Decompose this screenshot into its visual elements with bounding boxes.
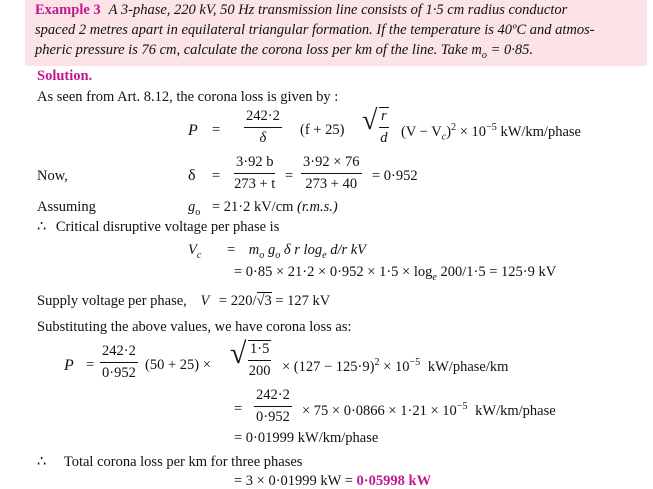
assuming-note: (r.m.s.) bbox=[297, 199, 338, 215]
critical-line bbox=[37, 220, 279, 235]
eq3-fraction bbox=[254, 388, 292, 424]
vc-sub-o2: o bbox=[275, 249, 281, 261]
supply-sqrt: √3 bbox=[256, 293, 272, 309]
vc-delta-r: δ r log bbox=[280, 242, 323, 258]
solution-heading: Solution. bbox=[37, 68, 93, 84]
eq3-eq: = bbox=[234, 401, 243, 417]
eq4: = 0·01999 kW/km/phase bbox=[234, 430, 379, 446]
total-highlight: 0·05998 kW bbox=[356, 473, 432, 489]
eq1-tail-sub: c bbox=[441, 131, 447, 143]
example-sub: o bbox=[481, 49, 487, 61]
eq3-frac-num: 242·2 bbox=[254, 388, 292, 407]
now-frac-2 bbox=[301, 155, 362, 191]
now-f1-num: 3·92 b bbox=[234, 155, 275, 174]
subst-line: Substituting the above values, we have corona loss as: bbox=[37, 319, 352, 335]
eq1-tail bbox=[401, 123, 581, 143]
supply-line bbox=[37, 294, 330, 309]
eq1-frac-den: δ bbox=[259, 129, 267, 146]
eq1-lhs: P bbox=[188, 122, 198, 139]
vc-line2-pre: = 0·85 × 21·2 × 0·952 × 1·5 × log bbox=[234, 264, 433, 280]
example-text-3: pheric pressure is 76 cm, calculate the corona loss per km of the line. Take m bbox=[35, 42, 482, 58]
eq1-tail-post: ) bbox=[446, 123, 452, 140]
vc-eq: = bbox=[226, 242, 236, 258]
supply-rhs-pre: = 220/ bbox=[218, 293, 257, 309]
eq2-frac-num: 242·2 bbox=[100, 344, 138, 363]
total-pre: = 3 × 0·01999 kW = bbox=[234, 473, 353, 489]
eq1-rad-frac bbox=[379, 107, 389, 145]
eq1-eq: = bbox=[212, 122, 221, 138]
eq1-rad-num: r bbox=[379, 109, 389, 128]
eq1-frac-num: 242·2 bbox=[244, 109, 282, 128]
now-f1-den: 273 + t bbox=[234, 175, 276, 192]
vc-sub-o1: o bbox=[259, 249, 265, 261]
eq1-times: × 10 bbox=[459, 123, 487, 140]
eq2-tail-text: × (127 − 125·9) bbox=[282, 358, 375, 375]
total-result bbox=[234, 474, 431, 489]
eq2-exp5: −5 bbox=[409, 357, 421, 368]
eq3-units: kW/km/phase bbox=[475, 402, 556, 419]
assuming-label: Assuming bbox=[37, 199, 96, 215]
eq2-frac-den: 0·952 bbox=[102, 364, 136, 381]
eq1-exp2: 2 bbox=[451, 122, 457, 133]
assuming-expr bbox=[188, 200, 338, 218]
assuming-sub: o bbox=[195, 206, 201, 218]
supply-label: Supply voltage per phase, bbox=[37, 293, 187, 309]
vc-g: g bbox=[264, 242, 276, 258]
eq1-units: kW/km/phase bbox=[500, 123, 581, 140]
example-text-3b: = 0·85. bbox=[486, 42, 533, 58]
assuming-rhs: = 21·2 kV/cm bbox=[211, 199, 294, 215]
eq2-rad-frac bbox=[248, 340, 271, 378]
now-result: = 0·952 bbox=[372, 168, 418, 184]
vc-line-1 bbox=[188, 243, 366, 261]
eq1-rad-den: d bbox=[380, 129, 388, 146]
eq2-rad-den: 200 bbox=[248, 362, 271, 379]
eq3-tail-text: × 75 × 0·0866 × 1·21 × 10 bbox=[302, 402, 457, 419]
vc-sub: c bbox=[196, 249, 202, 261]
eq2-radical: √ bbox=[230, 337, 247, 370]
eq2-mid: (50 + 25) × bbox=[145, 357, 211, 373]
now-lhs: δ bbox=[188, 167, 196, 184]
eq1-radical: √ bbox=[362, 105, 378, 136]
now-label: Now, bbox=[37, 168, 68, 184]
eq1-exp5: −5 bbox=[486, 122, 497, 133]
eq2-eq: = bbox=[86, 357, 95, 373]
critical-text: Critical disruptive voltage per phase is bbox=[55, 219, 280, 235]
eq1-mid: (f + 25) bbox=[300, 122, 345, 138]
therefore-2: ∴ bbox=[37, 454, 47, 470]
now-eq2: = bbox=[285, 168, 294, 184]
total-line bbox=[37, 455, 302, 470]
eq3-exp5: −5 bbox=[456, 401, 468, 412]
eq2-rad-num: 1·5 bbox=[248, 342, 271, 361]
eq1-fraction bbox=[244, 109, 282, 145]
vc-dr: d/r kV bbox=[326, 242, 367, 258]
eq2-times: × 10 bbox=[383, 358, 410, 375]
now-f2-den: 273 + 40 bbox=[305, 175, 358, 192]
therefore-1: ∴ bbox=[37, 219, 47, 235]
eq2-exp2: 2 bbox=[374, 357, 380, 368]
now-frac-1 bbox=[234, 155, 275, 191]
now-eq: = bbox=[212, 168, 221, 184]
example-line-2: spaced 2 metres apart in equilateral triangular formation. If the temperature is 40ºC and atmos- bbox=[35, 22, 595, 38]
now-f2-num: 3·92 × 76 bbox=[301, 155, 362, 174]
eq3-tail bbox=[302, 402, 556, 418]
eq2-lhs: P bbox=[64, 357, 74, 374]
vc-sub-e: e bbox=[322, 249, 327, 261]
eq3-frac-den: 0·952 bbox=[256, 408, 290, 425]
example-line-3 bbox=[35, 43, 533, 61]
assuming-lhs: g bbox=[188, 199, 196, 215]
eq1-tail-pre: (V − V bbox=[401, 123, 442, 140]
vc-line2-post: 200/1·5 = 125·9 kV bbox=[436, 264, 557, 280]
example-label: Example 3 bbox=[35, 2, 101, 18]
supply-rhs-post: = 127 kV bbox=[271, 293, 331, 309]
solution-intro: As seen from Art. 8.12, the corona loss is given by : bbox=[37, 89, 339, 105]
vc-lhs: V bbox=[188, 242, 197, 258]
eq2-tail bbox=[282, 358, 508, 374]
total-text: Total corona loss per km for three phases bbox=[63, 454, 303, 470]
supply-lhs: V bbox=[200, 293, 210, 309]
example-text-1: A 3-phase, 220 kV, 50 Hz transmission line consists of 1·5 cm radius conductor bbox=[108, 2, 568, 18]
vc-line2-sub: e bbox=[432, 271, 437, 283]
eq2-fraction bbox=[100, 344, 138, 380]
eq2-units: kW/phase/km bbox=[427, 358, 509, 375]
vc-line-2 bbox=[234, 265, 556, 283]
vc-m: m bbox=[248, 242, 260, 258]
example-line-1 bbox=[35, 3, 567, 18]
